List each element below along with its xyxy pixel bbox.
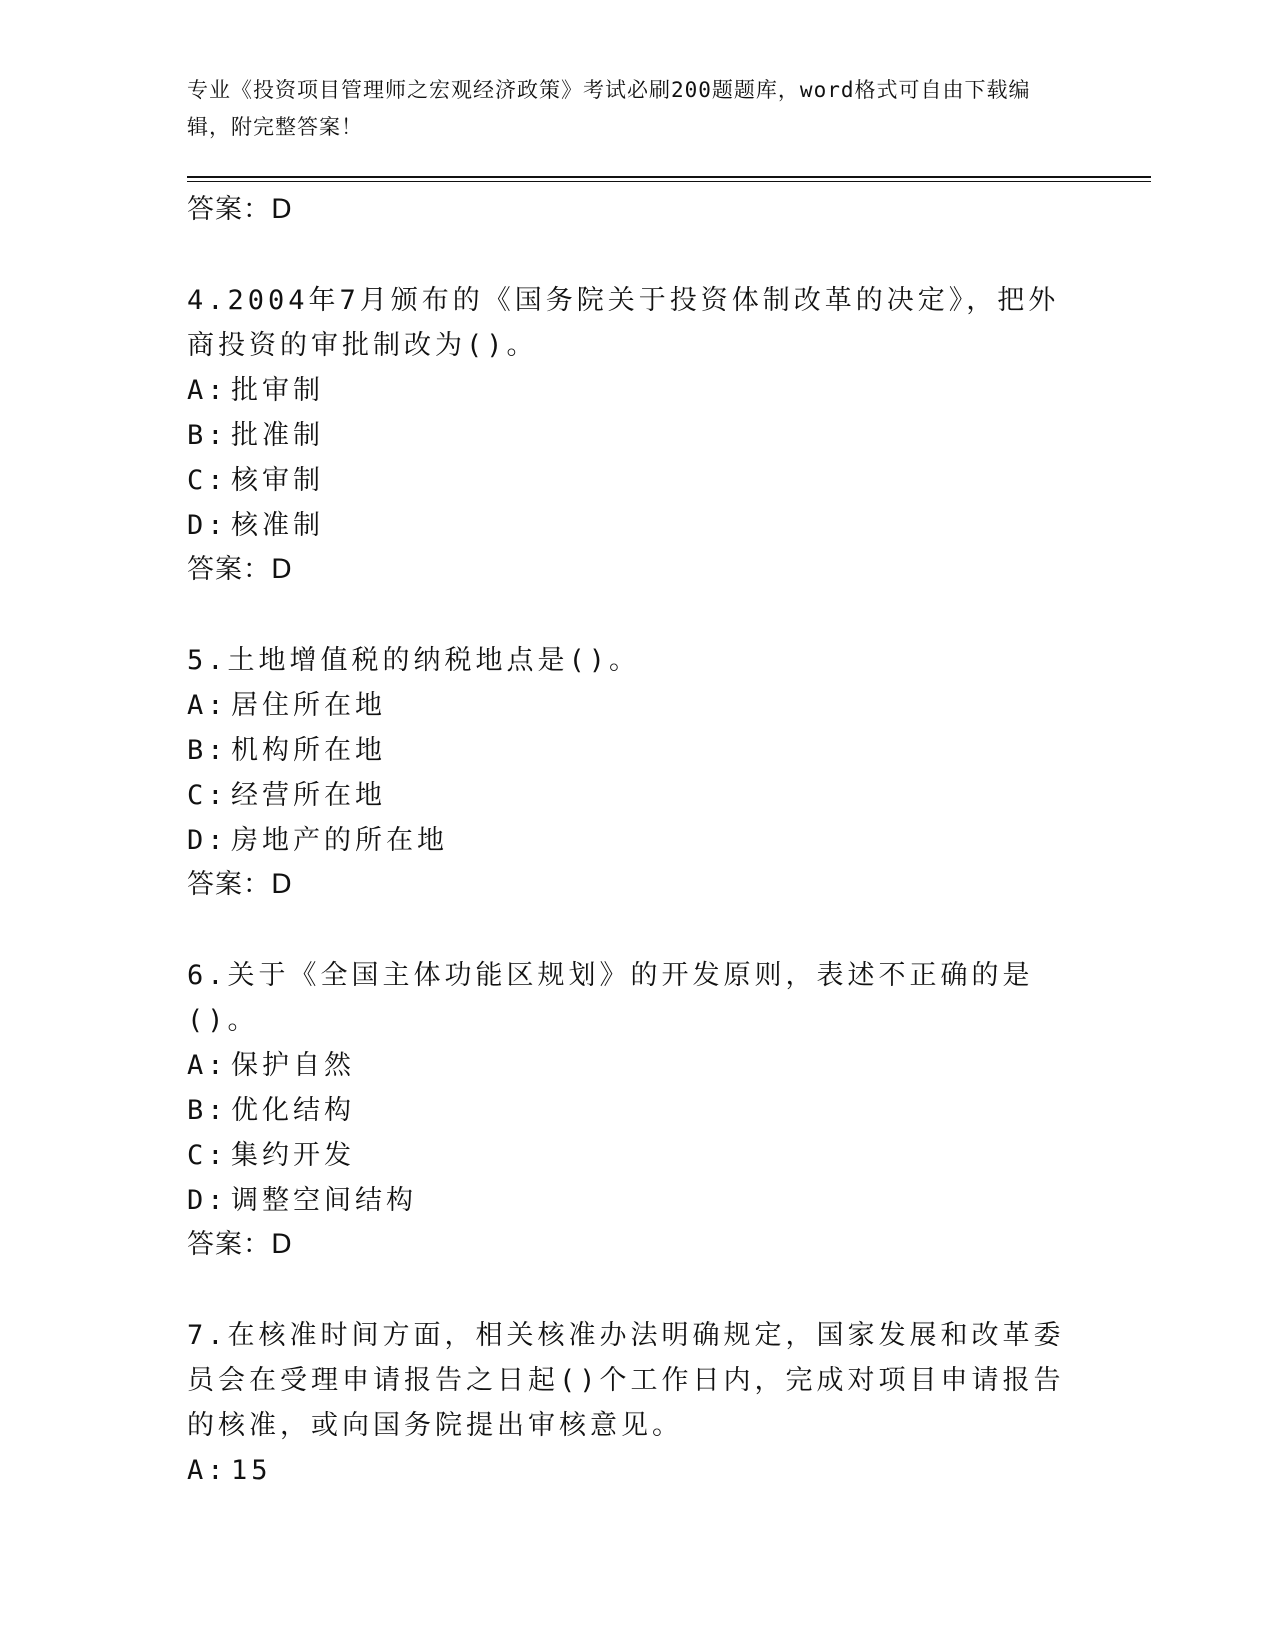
option-text: 调整空间结构	[231, 1185, 417, 1216]
option-text: 核审制	[231, 465, 324, 496]
option-key: B:	[187, 1095, 228, 1126]
document-header-intro: 专业《投资项目管理师之宏观经济政策》考试必刷200题题库，word格式可自由下载编辑，附完整答案！	[187, 78, 1031, 139]
question-block	[187, 953, 1087, 1267]
option-b	[187, 728, 1087, 773]
option-text: 批审制	[231, 375, 324, 406]
option-key: C:	[187, 780, 228, 811]
option-text: 核准制	[231, 510, 324, 541]
answer-label: 答案：D	[187, 554, 293, 585]
option-key: C:	[187, 465, 228, 496]
option-key: C:	[187, 1140, 228, 1171]
header-divider	[187, 176, 1151, 178]
question-list	[187, 188, 1087, 1493]
option-key: A:	[187, 690, 228, 721]
question-stem: 7.在核准时间方面，相关核准办法明确规定，国家发展和改革委员会在受理申请报告之日起()个工作日内，完成对项目申请报告的核准，或向国务院提出审核意见。	[187, 1320, 1065, 1441]
option-d	[187, 503, 1087, 548]
question-stem: 5.土地增值税的纳税地点是()。	[187, 645, 641, 676]
option-a	[187, 1448, 1087, 1493]
option-text: 经营所在地	[231, 780, 386, 811]
option-key: A:	[187, 1455, 228, 1486]
option-c	[187, 1133, 1087, 1178]
option-text: 保护自然	[231, 1050, 355, 1081]
answer-label: 答案：D	[187, 194, 293, 225]
option-c	[187, 458, 1087, 503]
option-text: 优化结构	[231, 1095, 355, 1126]
question-block	[187, 278, 1087, 592]
spacer	[187, 907, 1087, 953]
option-c	[187, 773, 1087, 818]
option-d	[187, 1178, 1087, 1223]
option-text: 居住所在地	[231, 690, 386, 721]
option-text: 集约开发	[231, 1140, 355, 1171]
question-block	[187, 1313, 1087, 1493]
option-d	[187, 818, 1087, 863]
question-stem: 4.2004年7月颁布的《国务院关于投资体制改革的决定》，把外商投资的审批制改为()。	[187, 285, 1060, 361]
option-key: B:	[187, 735, 228, 766]
answer-label: 答案：D	[187, 869, 293, 900]
option-key: D:	[187, 510, 228, 541]
question-stem: 6.关于《全国主体功能区规划》的开发原则，表述不正确的是()。	[187, 960, 1034, 1036]
option-text: 房地产的所在地	[231, 825, 448, 856]
spacer	[187, 592, 1087, 638]
option-key: D:	[187, 1185, 228, 1216]
spacer	[187, 1267, 1087, 1313]
option-text: 机构所在地	[231, 735, 386, 766]
option-a	[187, 1043, 1087, 1088]
spacer	[187, 232, 1087, 278]
answer-label: 答案：D	[187, 1229, 293, 1260]
option-a	[187, 368, 1087, 413]
option-a	[187, 683, 1087, 728]
option-text: 批准制	[231, 420, 324, 451]
question-block	[187, 638, 1087, 907]
option-key: D:	[187, 825, 228, 856]
header-divider-thin	[187, 181, 1151, 182]
option-key: B:	[187, 420, 228, 451]
option-key: A:	[187, 375, 228, 406]
option-b	[187, 413, 1087, 458]
option-b	[187, 1088, 1087, 1133]
option-key: A:	[187, 1050, 228, 1081]
option-text: 15	[231, 1455, 272, 1486]
